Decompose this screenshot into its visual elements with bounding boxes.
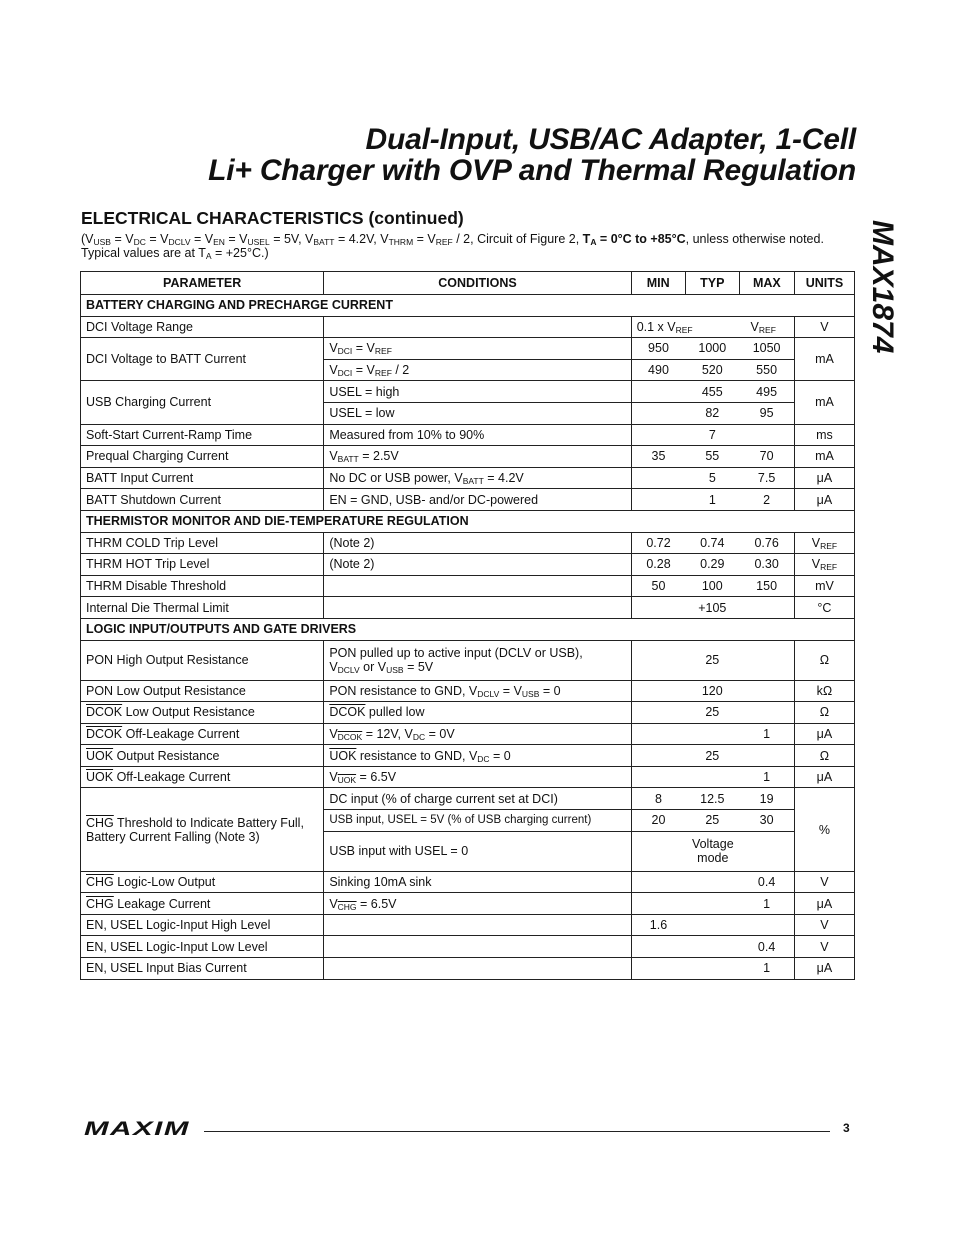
typ-cell bbox=[631, 831, 794, 871]
maxim-logo bbox=[84, 1119, 192, 1139]
table-row bbox=[81, 532, 855, 554]
title-line-1: Dual-Input, USB/AC Adapter, 1-Cell bbox=[365, 123, 856, 156]
param-cell: USB Charging Current bbox=[81, 381, 324, 424]
max-cell: 1 bbox=[739, 958, 794, 980]
section-row bbox=[81, 510, 855, 532]
param-cell: BATT Input Current bbox=[81, 467, 324, 489]
table-row bbox=[81, 936, 855, 958]
cond-cell: $V_{DCI} = V_{REF}$ bbox=[324, 338, 631, 360]
typ-cell: +105 bbox=[685, 597, 739, 619]
min-cell bbox=[631, 958, 685, 980]
param-cell: Prequal Charging Current bbox=[81, 446, 324, 468]
max-cell: 0.30 bbox=[739, 554, 794, 576]
max-cell: 7.5 bbox=[739, 467, 794, 489]
min-cell bbox=[631, 871, 685, 893]
max-cell bbox=[739, 640, 794, 680]
table-row bbox=[81, 381, 855, 403]
max-cell: 1050 bbox=[739, 338, 794, 360]
cond-cell: $V_{\overline{CHG}} = 6.5V$ bbox=[324, 893, 631, 915]
range-cell: 0.1 x $V_{REF}$ $V_{REF}$ bbox=[631, 316, 794, 338]
param-cell: DCOK Off-Leakage Current bbox=[81, 723, 324, 745]
min-cell bbox=[631, 766, 685, 788]
min-cell bbox=[631, 402, 685, 424]
unit-cell: V bbox=[794, 871, 854, 893]
max-cell bbox=[739, 914, 794, 936]
table-row bbox=[81, 766, 855, 788]
cond-cell bbox=[324, 597, 631, 619]
min-cell bbox=[631, 640, 685, 680]
cond-cell: $V_{DCI} = V_{REF} / 2$ bbox=[324, 359, 631, 381]
param-cell: EN, USEL Input Bias Current bbox=[81, 958, 324, 980]
table-row bbox=[81, 702, 855, 724]
min-cell bbox=[631, 381, 685, 403]
typ-cell: 0.29 bbox=[685, 554, 739, 576]
col-header-typ: TYP bbox=[685, 272, 739, 295]
cond-cell: $\overline{UOK}$ resistance to GND, $V_{DC} = 0$ bbox=[324, 745, 631, 767]
unit-cell: μA bbox=[794, 893, 854, 915]
min-cell bbox=[631, 597, 685, 619]
typ-cell: 7 bbox=[685, 424, 739, 446]
cond-cell: $V_{\overline{UOK}} = 6.5V$ bbox=[324, 766, 631, 788]
unit-cell: Ω bbox=[794, 702, 854, 724]
param-cell: Internal Die Thermal Limit bbox=[81, 597, 324, 619]
unit-cell: mA bbox=[794, 446, 854, 468]
unit-cell: $V_{REF}$ bbox=[794, 554, 854, 576]
page-number: 3 bbox=[843, 1121, 850, 1135]
typ-line: mode bbox=[697, 851, 729, 866]
table-row bbox=[81, 871, 855, 893]
title-line-2: Li+ Charger with OVP and Thermal Regulation bbox=[208, 154, 856, 187]
min-cell bbox=[631, 745, 685, 767]
max-cell: 95 bbox=[739, 402, 794, 424]
table-row bbox=[81, 467, 855, 489]
col-header-conditions: CONDITIONS bbox=[324, 272, 631, 295]
cond-cell bbox=[324, 936, 631, 958]
section-heading: BATTERY CHARGING AND PRECHARGE CURRENT bbox=[81, 295, 855, 317]
min-cell: 0.28 bbox=[631, 554, 685, 576]
typ-cell bbox=[685, 914, 739, 936]
min-cell bbox=[631, 723, 685, 745]
table-row bbox=[81, 640, 855, 680]
min-cell bbox=[631, 936, 685, 958]
cond-cell: Measured from 10% to 90% bbox=[324, 424, 631, 446]
cond-cell: DC input (% of charge current set at DCI) bbox=[324, 788, 631, 810]
table-row bbox=[81, 723, 855, 745]
min-cell: 8 bbox=[631, 788, 685, 810]
cond-cell bbox=[324, 575, 631, 597]
param-cell: PON Low Output Resistance bbox=[81, 680, 324, 702]
table-row bbox=[81, 575, 855, 597]
unit-cell: μA bbox=[794, 958, 854, 980]
table-row bbox=[81, 745, 855, 767]
min-cell bbox=[631, 893, 685, 915]
max-cell: 70 bbox=[739, 446, 794, 468]
unit-cell: °C bbox=[794, 597, 854, 619]
table-row bbox=[81, 914, 855, 936]
max-cell: 550 bbox=[739, 359, 794, 381]
cond-cell bbox=[324, 316, 631, 338]
typ-cell: 520 bbox=[685, 359, 739, 381]
part-number-vertical bbox=[863, 218, 908, 373]
typ-cell: 25 bbox=[685, 745, 739, 767]
param-cell: PON High Output Resistance bbox=[81, 640, 324, 680]
typ-cell: 1000 bbox=[685, 338, 739, 360]
cond-cell: USB input, USEL = 5V (% of USB charging current) bbox=[324, 810, 631, 832]
param-cell: Soft-Start Current-Ramp Time bbox=[81, 424, 324, 446]
param-cell: THRM Disable Threshold bbox=[81, 575, 324, 597]
max-cell: 19 bbox=[739, 788, 794, 810]
min-cell: 20 bbox=[631, 810, 685, 832]
max-cell: 0.4 bbox=[739, 936, 794, 958]
unit-cell: μA bbox=[794, 766, 854, 788]
min-cell: 35 bbox=[631, 446, 685, 468]
typ-cell: 82 bbox=[685, 402, 739, 424]
typ-cell: 455 bbox=[685, 381, 739, 403]
max-cell: 0.4 bbox=[739, 871, 794, 893]
cond-cell: $V_{DCOK} = 12V$, $V_{DC} = 0V$ bbox=[324, 723, 631, 745]
min-cell bbox=[631, 680, 685, 702]
document-title bbox=[208, 124, 856, 186]
param-cell: $\overline{CHG}$ Leakage Current bbox=[81, 893, 324, 915]
max-cell bbox=[739, 597, 794, 619]
param-cell: THRM HOT Trip Level bbox=[81, 554, 324, 576]
footer-rule bbox=[204, 1131, 830, 1132]
typ-cell: 25 bbox=[685, 810, 739, 832]
param-cell: $\overline{UOK}$ Off-Leakage Current bbox=[81, 766, 324, 788]
max-cell: 1 bbox=[739, 766, 794, 788]
max-cell: 495 bbox=[739, 381, 794, 403]
unit-cell: V bbox=[794, 316, 854, 338]
param-cell: DCOK Low Output Resistance bbox=[81, 702, 324, 724]
min-cell: 50 bbox=[631, 575, 685, 597]
typ-cell: 0.74 bbox=[685, 532, 739, 554]
unit-cell: μA bbox=[794, 489, 854, 511]
cond-cell: PON resistance to GND, $V_{DCLV} = V_{USB} = 0$ bbox=[324, 680, 631, 702]
table-row bbox=[81, 958, 855, 980]
unit-cell: V bbox=[794, 914, 854, 936]
param-line: Battery Current Falling (Note 3) bbox=[86, 829, 260, 844]
param-cell: EN, USEL Logic-Input High Level bbox=[81, 914, 324, 936]
col-header-parameter: PARAMETER bbox=[81, 272, 324, 295]
param-cell: THRM COLD Trip Level bbox=[81, 532, 324, 554]
max-cell: 1 bbox=[739, 723, 794, 745]
unit-cell: mA bbox=[794, 381, 854, 424]
typ-cell: 55 bbox=[685, 446, 739, 468]
unit-cell: Ω bbox=[794, 640, 854, 680]
table-header-row bbox=[81, 272, 855, 295]
table-row bbox=[81, 316, 855, 338]
cond-cell: EN = GND, USB- and/or DC-powered bbox=[324, 489, 631, 511]
max-cell bbox=[739, 745, 794, 767]
typ-cell bbox=[685, 893, 739, 915]
min-cell: 0.72 bbox=[631, 532, 685, 554]
max-cell: 1 bbox=[739, 893, 794, 915]
section-heading: LOGIC INPUT/OUTPUTS AND GATE DRIVERS bbox=[81, 618, 855, 640]
cond-cell: USB input with USEL = 0 bbox=[324, 831, 631, 871]
min-cell: 1.6 bbox=[631, 914, 685, 936]
section-heading: THERMISTOR MONITOR AND DIE-TEMPERATURE REGULATION bbox=[81, 510, 855, 532]
max-cell: 2 bbox=[739, 489, 794, 511]
section-row bbox=[81, 295, 855, 317]
param-cell: BATT Shutdown Current bbox=[81, 489, 324, 511]
typ-cell bbox=[685, 936, 739, 958]
test-conditions: ($V_{USB} = V_{DC} = V_{DCLV} = V_{EN} = V_{USEL} = 5V$, $V_{BATT} = 4.2V$, $V_{THRM} = V_{REF} / 2$, Circuit of Figure 2, $T_A = 0^\circ C$ to +85°C, unless otherwise noted. Typical values are at $T_A = +25^\circ C$.) bbox=[81, 232, 824, 261]
table-row bbox=[81, 788, 855, 810]
param-cell: $\overline{CHG}$ Threshold to Indicate Battery Full, Battery Current Falling (Note 3) bbox=[81, 788, 324, 871]
table-row bbox=[81, 597, 855, 619]
max-cell: 30 bbox=[739, 810, 794, 832]
typ-cell: 5 bbox=[685, 467, 739, 489]
table-row bbox=[81, 489, 855, 511]
cond-cell: DCOK pulled low bbox=[324, 702, 631, 724]
table-row bbox=[81, 338, 855, 360]
col-header-max: MAX bbox=[739, 272, 794, 295]
param-cell: DCI Voltage Range bbox=[81, 316, 324, 338]
svg-text:MAX1874: MAX1874 bbox=[866, 220, 899, 354]
table-row bbox=[81, 424, 855, 446]
typ-cell: 25 bbox=[685, 702, 739, 724]
cond-cell: Sinking 10mA sink bbox=[324, 871, 631, 893]
cond-cell: (Note 2) bbox=[324, 532, 631, 554]
cond-cell bbox=[324, 958, 631, 980]
table-row bbox=[81, 446, 855, 468]
table-row bbox=[81, 680, 855, 702]
section-title: ELECTRICAL CHARACTERISTICS (continued) bbox=[81, 208, 464, 228]
typ-cell: 120 bbox=[685, 680, 739, 702]
max-cell bbox=[739, 702, 794, 724]
cond-cell bbox=[324, 914, 631, 936]
typ-cell: 100 bbox=[685, 575, 739, 597]
cond-cell: $V_{BATT} = 2.5V$ bbox=[324, 446, 631, 468]
cond-line: PON pulled up to active input (DCLV or USB), bbox=[329, 646, 583, 660]
section-row bbox=[81, 618, 855, 640]
max-cell: 0.76 bbox=[739, 532, 794, 554]
min-cell bbox=[631, 424, 685, 446]
unit-cell: mV bbox=[794, 575, 854, 597]
unit-cell: μA bbox=[794, 723, 854, 745]
min-cell: 950 bbox=[631, 338, 685, 360]
min-cell bbox=[631, 702, 685, 724]
electrical-characteristics-table bbox=[80, 271, 855, 980]
unit-cell: kΩ bbox=[794, 680, 854, 702]
min-cell: 490 bbox=[631, 359, 685, 381]
typ-cell bbox=[685, 723, 739, 745]
svg-text:MAXIM: MAXIM bbox=[84, 1119, 191, 1139]
unit-cell: ms bbox=[794, 424, 854, 446]
cond-cell: USEL = low bbox=[324, 402, 631, 424]
cond-cell: No DC or USB power, $V_{BATT} = 4.2V$ bbox=[324, 467, 631, 489]
cond-cell: (Note 2) bbox=[324, 554, 631, 576]
param-cell: DCI Voltage to BATT Current bbox=[81, 338, 324, 381]
typ-cell: 1 bbox=[685, 489, 739, 511]
param-cell: $\overline{CHG}$ Logic-Low Output bbox=[81, 871, 324, 893]
typ-cell: 25 bbox=[685, 640, 739, 680]
unit-cell: % bbox=[794, 788, 854, 871]
typ-cell bbox=[685, 766, 739, 788]
unit-cell: Ω bbox=[794, 745, 854, 767]
min-cell bbox=[631, 489, 685, 511]
typ-cell: 12.5 bbox=[685, 788, 739, 810]
max-cell bbox=[739, 680, 794, 702]
cond-cell: PON pulled up to active input (DCLV or USB), $V_{DCLV}$ or $V_{USB} = 5V$ bbox=[324, 640, 631, 680]
max-cell bbox=[739, 424, 794, 446]
unit-cell: μA bbox=[794, 467, 854, 489]
cond-cell: USEL = high bbox=[324, 381, 631, 403]
table-row bbox=[81, 893, 855, 915]
typ-cell bbox=[685, 871, 739, 893]
col-header-min: MIN bbox=[631, 272, 685, 295]
param-cell: EN, USEL Logic-Input Low Level bbox=[81, 936, 324, 958]
min-cell bbox=[631, 467, 685, 489]
unit-cell: V bbox=[794, 936, 854, 958]
table-row bbox=[81, 554, 855, 576]
typ-cell bbox=[685, 958, 739, 980]
param-cell: $\overline{UOK}$ Output Resistance bbox=[81, 745, 324, 767]
typ-line: Voltage bbox=[691, 837, 734, 852]
unit-cell: mA bbox=[794, 338, 854, 381]
col-header-units: UNITS bbox=[794, 272, 854, 295]
max-cell: 150 bbox=[739, 575, 794, 597]
unit-cell: $V_{REF}$ bbox=[794, 532, 854, 554]
